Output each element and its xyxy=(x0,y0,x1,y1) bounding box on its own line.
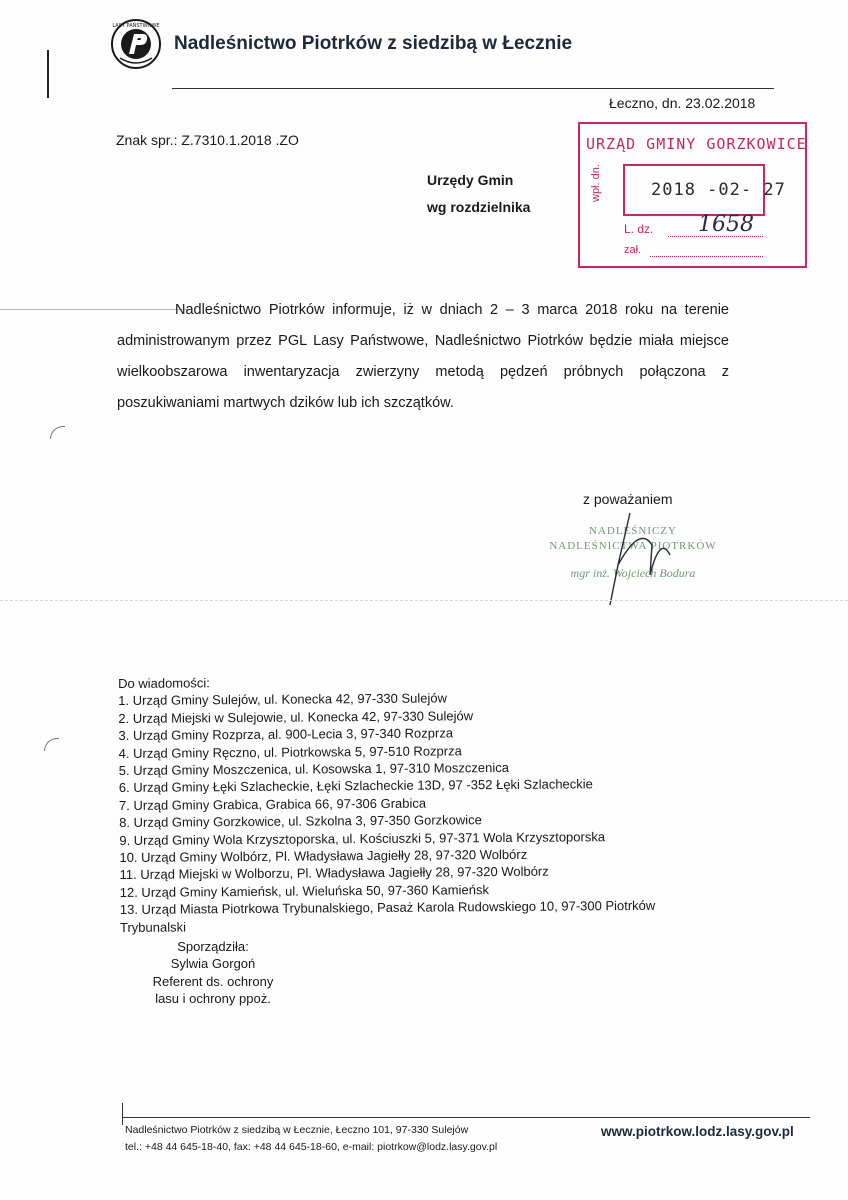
list-item: 8. Urząd Gminy Gorzkowice, ul. Szkolna 3, 97-350 Gorzkowice xyxy=(119,812,482,831)
recipient-line: wg rozdzielnika xyxy=(427,199,531,215)
prepared-by-label: Sporządziła: xyxy=(177,939,249,954)
scan-mark xyxy=(44,738,59,751)
recipient-block xyxy=(427,167,530,221)
footer-website-link[interactable]: www.piotrkow.lodz.lasy.gov.pl xyxy=(601,1124,794,1139)
svg-text:LASY PAŃSTWOWE: LASY PAŃSTWOWE xyxy=(112,23,160,29)
signature-stamp-line: NADLEŚNICZY xyxy=(589,525,677,537)
stamp-number: 1658 xyxy=(698,212,754,237)
prepared-by-name: Sylwia Gorgoń xyxy=(170,956,256,972)
list-item: 2. Urząd Miejski w Sulejowie, ul. Konecka 42, 97-330 Sulejów xyxy=(118,708,474,726)
scan-divider xyxy=(0,600,848,601)
prepared-by-role: lasu i ochrony ppoż. xyxy=(155,991,271,1007)
margin-mark xyxy=(47,50,49,98)
footer-address xyxy=(125,1122,497,1156)
stamp-date: 2018 -02- 27 xyxy=(651,180,786,200)
handwritten-signature xyxy=(590,505,720,615)
distribution-list xyxy=(118,671,655,936)
footer-address-line: Nadleśnictwo Piotrków z siedzibą w Łecznie, Łeczno 101, 97-330 Sulejów xyxy=(125,1124,469,1136)
received-stamp xyxy=(578,122,807,268)
list-item: 1. Urząd Gminy Sulejów, ul. Konecka 42, 97-330 Sulejów xyxy=(118,690,448,709)
list-item: 11. Urząd Miejski w Wolborzu, Pl. Władysława Jagiełły 28, 97-320 Wolbórz xyxy=(119,864,549,883)
footer-contact-line: tel.: +48 44 645-18-40, fax: +48 44 645-18-60, e-mail: piotrkow@lodz.lasy.gov.pl xyxy=(125,1141,498,1153)
stamp-zal-label: zał. xyxy=(624,244,642,256)
stamp-ldz-label: L. dz. xyxy=(624,222,654,236)
list-item: 10. Urząd Gminy Wolbórz, Pl. Władysława Jagiełły 28, 97-320 Wolbórz xyxy=(119,846,528,866)
list-item: 13. Urząd Miasta Piotrkowa Trybunalskiego, Pasaż Karola Rudowskiego 10, 97-300 Piotrków xyxy=(119,898,656,918)
signature-stamp-line: mgr inż. Wojciech Bodura xyxy=(570,566,696,580)
list-item: 9. Urząd Gminy Wola Krzysztoporska, ul. Kościuszki 5, 97-371 Wola Krzysztoporska xyxy=(119,828,606,848)
letter-date: Łeczno, dn. 23.02.2018 xyxy=(609,95,756,111)
stamp-date-box xyxy=(623,164,786,216)
header-divider xyxy=(172,88,774,89)
letter-body xyxy=(117,295,729,419)
list-item: 4. Urząd Gminy Ręczno, ul. Piotrkowska 5, 97-510 Rozprza xyxy=(118,742,462,761)
body-paragraph: Nadleśnictwo Piotrków informuje, iż w dniach 2 – 3 marca 2018 roku na terenie administrowanym przez PGL Lasy Państwowe, Nadleśnictwo Piotrków będzie miała miejsce wielkoobszarowa inwentaryzacja zwierzyny metodą pędzeń próbnych połączona z poszukiwaniami martwych dzików lub ich szczątków. xyxy=(117,302,729,411)
footer-tick xyxy=(122,1103,123,1125)
recipient-line: Urzędy Gmin xyxy=(427,172,514,188)
organization-name: Nadleśnictwo Piotrków z siedzibą w Łecznie xyxy=(174,33,573,54)
distribution-title: Do wiadomości: xyxy=(118,675,210,691)
list-item: 12. Urząd Gminy Kamieńsk, ul. Wieluńska 50, 97-360 Kamieńsk xyxy=(119,881,489,900)
lasy-panstwowe-logo xyxy=(110,18,162,70)
scan-mark xyxy=(50,426,65,439)
closing-phrase: z poważaniem xyxy=(583,491,673,507)
footer-divider xyxy=(122,1117,810,1118)
list-item: 5. Urząd Gminy Moszczenica, ul. Kosowska 1, 97-310 Moszczenica xyxy=(118,759,509,779)
prepared-by-block xyxy=(120,938,306,1008)
list-item: 7. Urząd Gminy Grabica, Grabica 66, 97-306 Grabica xyxy=(118,795,427,813)
prepared-by-role: Referent ds. ochrony xyxy=(152,973,274,989)
stamp-title: URZĄD GMINY GORZKOWICE xyxy=(586,135,807,153)
stamp-dotted-line xyxy=(650,256,763,257)
reference-number: Znak spr.: Z.7310.1.2018 .ZO xyxy=(116,132,299,148)
list-item: 6. Urząd Gminy Łęki Szlacheckie, Łęki Szlacheckie 13D, 97 -352 Łęki Szlacheckie xyxy=(118,776,593,796)
signature-stamp-line: NADLEŚNICTWA PIOTRKÓW xyxy=(549,540,717,552)
stamp-received-label: wpł. dn. xyxy=(590,164,602,202)
distribution-items xyxy=(118,688,655,918)
list-item: 3. Urząd Gminy Rozprza, al. 900-Lecia 3, 97-340 Rozprza xyxy=(118,725,454,744)
list-item-continuation: Trybunalski xyxy=(119,919,187,935)
